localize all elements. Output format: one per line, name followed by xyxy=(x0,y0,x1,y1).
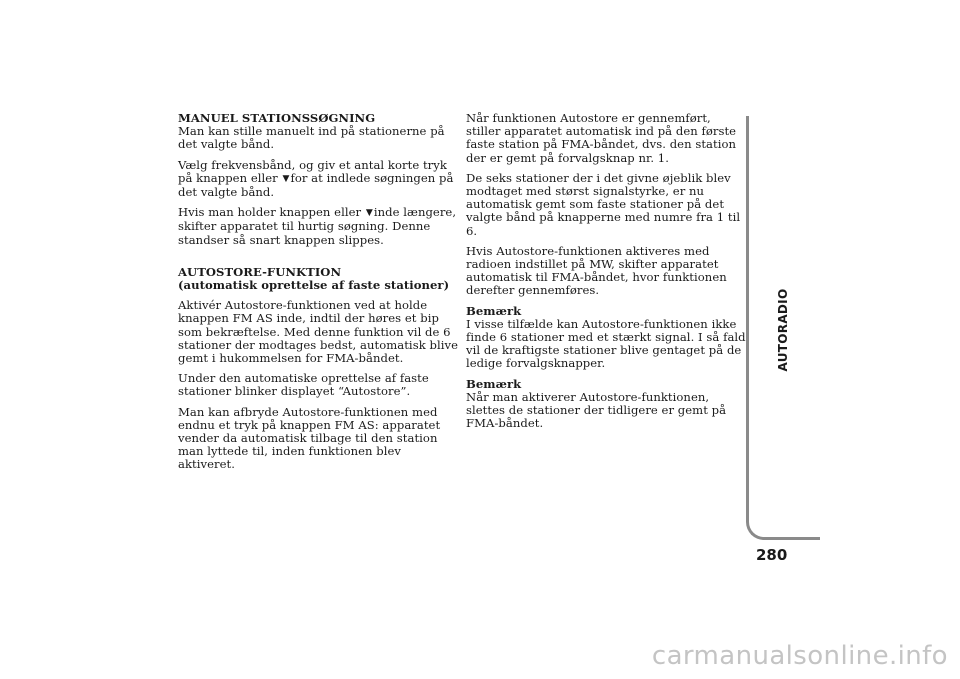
autostore-activation: Aktivér Autostore-funktionen ved at holde knappen FM AS inde, indtil der høres et bip som bekræftelse. Med denne funktion vil de 6 stationer der modtages bedst, automatisk blive gemt i hukommelsen for FMA-båndet. xyxy=(178,298,459,366)
autostore-subheading-text: (automatisk oprettelse af faste stationer) xyxy=(178,278,450,293)
watermark: carmanualsonline.info xyxy=(651,641,948,671)
autostore-six-stations: De seks stationer der i det givne øjeblik blev modtaget med størst signalstyrke, er nu automatisk gemt som faste stationer på det valgte bånd på knapperne med numre fra 1 til 6. xyxy=(466,170,741,238)
page-number: 280 xyxy=(756,546,788,564)
autostore-cancel: Man kan afbryde Autostore-funktionen med endnu et tryk på knappen FM AS: apparatet vender da automatisk tilbage til den station man lyttede til, inden funktionen blev aktiveret. xyxy=(178,404,441,472)
fast-search-instructions-part2: inde længere, skifter apparatet til hurtig søgning. Denne standser så snart knappen slippes. xyxy=(178,205,457,247)
autostore-mw-note: Hvis Autostore-funktionen aktiveres med radioen indstillet på MW, skifter apparatet automatisk til FMA-båndet, hvor funktionen derefter gennemføres. xyxy=(466,243,727,298)
manual-search-intro: Man kan stille manuelt ind på stationerne på det valgte bånd. xyxy=(178,124,445,152)
manual-search-instructions xyxy=(178,159,460,200)
section-label: AUTORADIO xyxy=(776,288,790,372)
down-arrow-icon: ▼ xyxy=(282,173,290,184)
autostore-heading: AUTOSTORE-FUNKTION xyxy=(178,264,342,279)
note-heading-2: Bemærk xyxy=(466,376,522,391)
manual-search-instructions-part2: for at indlede søgningen på det valgte bånd. xyxy=(178,170,454,200)
manual-search-heading: MANUEL STATIONSSØGNING xyxy=(178,111,376,125)
autostore-completed: Når funktionen Autostore er gennemført, stiller apparatet automatisk ind på den første faste station på FMA-båndet, dvs. den station der er gemt på forvalgsknap nr. 1. xyxy=(466,111,737,165)
note-heading-1: Bemærk xyxy=(466,303,522,318)
fast-search-instructions-part1: Hvis man holder knappen eller xyxy=(178,205,365,220)
down-arrow-icon: ▼ xyxy=(365,208,373,219)
manual-search-instructions-part1: Vælg frekvensbånd, og giv et antal korte tryk på knappen eller xyxy=(178,157,447,185)
note-text-2: Når man aktiverer Autostore-funktionen, slettes de stationer der tidligere er gemt på FMA-båndet. xyxy=(466,389,727,431)
autostore-display-note: Under den automatiske oprettelse af faste stationer blinker displayet “Autostore”. xyxy=(178,371,429,399)
autostore-subheading xyxy=(178,279,460,292)
left-column xyxy=(178,112,460,479)
note-text-1: I visse tilfælde kan Autostore-funktionen ikke finde 6 stationer med et stærkt signal. I så fald vil de kraftigste stationer blive gentaget på de ledige forvalgsknapper. xyxy=(466,316,746,371)
fast-search-instructions xyxy=(178,206,460,247)
right-column xyxy=(466,112,748,437)
